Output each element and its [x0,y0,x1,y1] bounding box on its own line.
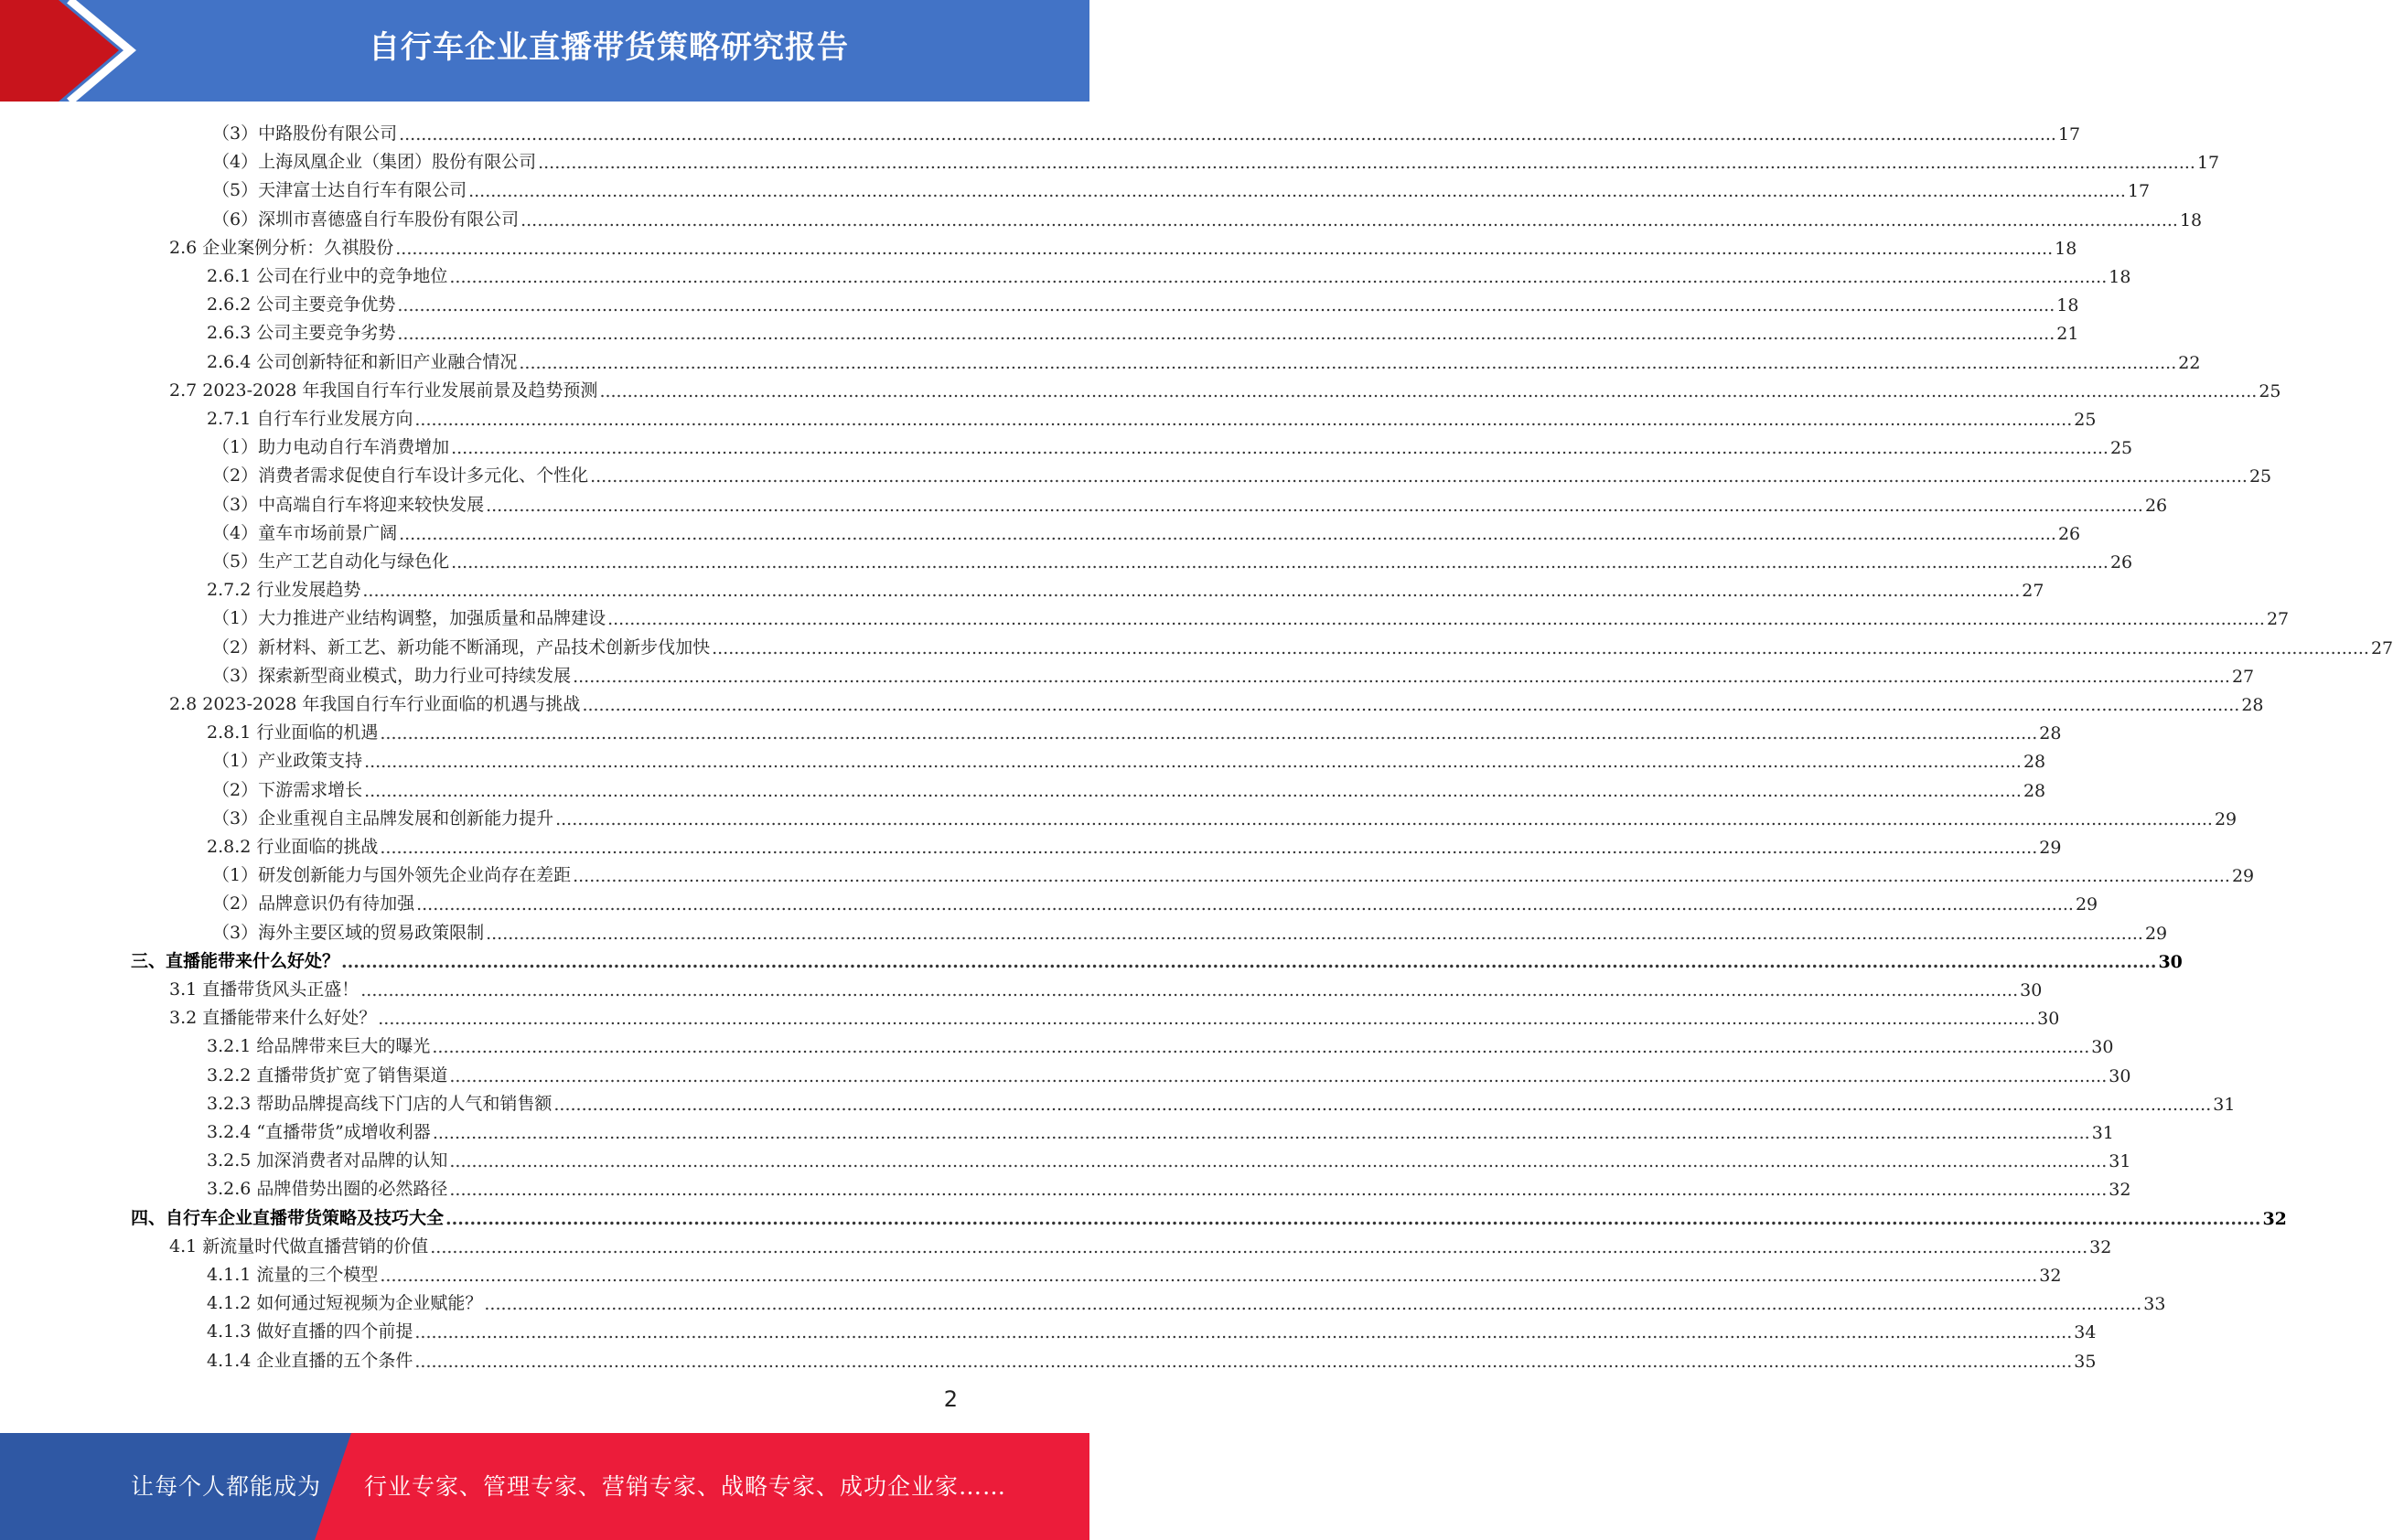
toc-entry-page: 18 [2056,295,2079,316]
toc-leader-dots: ............................................................................................................................................................................................................................................................................................................ [364,752,2022,773]
toc-entry-title: 3.2 直播能带来什么好处？ [169,1008,377,1029]
toc-entry-page: 25 [2248,466,2272,487]
toc-leader-dots: ............................................................................................................................................................................................................................................................................................................ [486,923,2143,944]
toc-leader-dots: ............................................................................................................................................................................................................................................................................................................ [380,723,2038,744]
footer-slogan-left: 让每个人都能成为 [131,1473,322,1500]
toc-entry-title: 3.2.1 给品牌带来巨大的曝光 [207,1036,431,1057]
toc-entry-title: （3）中高端自行车将迎来较快发展 [212,494,485,515]
toc-entry-title: 2.6.4 公司创新特征和新旧产业融合情况 [207,351,518,372]
report-title: 自行车企业直播带货策略研究报告 [369,29,849,66]
toc-entry[interactable] [212,487,2168,516]
toc-leader-dots: ............................................................................................................................................................................................................................................................................................................ [397,295,2055,316]
toc-leader-dots: ............................................................................................................................................................................................................................................................................................................ [364,780,2022,801]
toc-entry[interactable] [207,572,2044,602]
toc-entry[interactable] [207,715,2062,744]
toc-entry-page: 17 [2057,124,2081,144]
toc-entry-title: 2.7.2 行业发展趋势 [207,580,361,601]
toc-leader-dots: ............................................................................................................................................................................................................................................................................................................ [573,666,2230,687]
toc-entry-page: 30 [2091,1037,2114,1058]
toc-entry-title: 三、直播能带来什么好处？ [131,950,340,971]
toc-entry[interactable] [207,1058,2131,1086]
toc-entry-title: 4.1.4 企业直播的五个条件 [207,1350,413,1371]
toc-entry-page: 26 [2109,552,2133,572]
toc-leader-dots: ............................................................................................................................................................................................................................................................................................................ [414,1351,2073,1372]
toc-entry-page: 34 [2074,1322,2097,1343]
toc-entry-page: 30 [2109,1065,2131,1086]
toc-entry[interactable] [207,259,2131,287]
toc-entry-title: 2.7 2023-2028 年我国自行车行业发展前景及趋势预测 [169,380,598,401]
toc-entry[interactable] [169,230,2077,259]
toc-leader-dots: ............................................................................................................................................................................................................................................................................................................ [399,124,2056,144]
toc-entry[interactable] [212,430,2133,459]
toc-leader-dots: ............................................................................................................................................................................................................................................................................................................ [341,951,2157,972]
toc-entry-title: （2）消费者需求促使自行车设计多元化、个性化 [212,465,589,487]
toc-entry-page: 28 [2023,752,2046,773]
toc-entry-page: 31 [2091,1123,2114,1143]
toc-entry[interactable] [212,630,2393,658]
toc-entry[interactable] [207,1086,2236,1115]
toc-entry-title: 2.8.1 行业面临的机遇 [207,722,379,743]
toc-leader-dots: ............................................................................................................................................................................................................................................................................................................ [449,1180,2108,1201]
toc-entry-title: 3.2.6 品牌借势出圈的必然路径 [207,1179,448,1200]
toc-entry-title: 4.1 新流量时代做直播营销的价值 [169,1235,429,1257]
toc-entry-page: 21 [2056,324,2079,345]
toc-entry[interactable] [207,1257,2062,1286]
toc-entry-page: 32 [2089,1236,2112,1257]
toc-entry-page: 29 [2039,838,2062,858]
toc-entry[interactable] [207,1029,2114,1058]
toc-entry-page: 30 [2037,1009,2060,1030]
toc-entry-title: 4.1.2 如何通过短视频为企业赋能？ [207,1293,483,1314]
toc-entry-page: 17 [2196,153,2220,174]
toc-entry[interactable] [169,972,2043,1000]
toc-leader-dots: ............................................................................................................................................................................................................................................................................................................ [360,980,2019,1000]
toc-entry-page: 29 [2144,923,2168,944]
toc-entry[interactable] [212,915,2168,944]
toc-leader-dots: ............................................................................................................................................................................................................................................................................................................ [397,324,2055,345]
toc-leader-dots: ............................................................................................................................................................................................................................................................................................................ [445,1208,2261,1229]
toc-entry-page: 26 [2144,495,2168,516]
toc-entry[interactable] [212,458,2272,487]
toc-entry-page: 22 [2178,352,2201,373]
toc-entry-page: 26 [2057,523,2081,544]
toc-entry[interactable] [212,801,2237,829]
toc-entry-title: （1）助力电动自行车消费增加 [212,437,450,458]
toc-entry-page: 32 [2262,1208,2287,1229]
toc-entry[interactable] [131,944,2183,972]
toc-entry-title: （2）下游需求增长 [212,779,363,800]
toc-leader-dots: ............................................................................................................................................................................................................................................................................................................ [449,267,2108,287]
toc-entry[interactable] [207,345,2201,373]
toc-leader-dots: ............................................................................................................................................................................................................................................................................................................ [414,1322,2073,1343]
toc-entry-title: （4）童车市场前景广阔 [212,522,398,543]
toc-entry-page: 33 [2143,1294,2166,1315]
toc-entry-title: （3）探索新型商业模式，助力行业可持续发展 [212,665,572,686]
toc-entry[interactable] [169,687,2264,715]
toc-entry-page: 30 [2158,951,2183,972]
toc-entry[interactable] [212,858,2255,887]
toc-leader-dots: ............................................................................................................................................................................................................................................................................................................ [468,181,2126,202]
toc-leader-dots: ............................................................................................................................................................................................................................................................................................................ [449,1151,2108,1172]
toc-entry-title: 3.1 直播带货风头正盛！ [169,979,359,1000]
toc-entry[interactable] [207,315,2079,345]
toc-entry-page: 27 [2370,637,2393,658]
toc-entry-title: （6）深圳市喜德盛自行车股份有限公司 [212,209,520,230]
toc-entry-title: 2.6.3 公司主要竞争劣势 [207,323,396,344]
toc-leader-dots: ............................................................................................................................................................................................................................................................................................................ [451,552,2109,572]
toc-entry-page: 28 [2241,695,2264,715]
toc-entry[interactable] [212,202,2203,230]
toc-leader-dots: ............................................................................................................................................................................................................................................................................................................ [520,209,2178,230]
toc-entry[interactable] [212,773,2046,801]
toc-entry-title: 2.6 企业案例分析：久祺股份 [169,237,394,258]
toc-entry-title: （4）上海凤凰企业（集团）股份有限公司 [212,152,537,173]
toc-leader-dots: ............................................................................................................................................................................................................................................................................................................ [484,1294,2142,1315]
toc-entry[interactable] [207,1286,2166,1315]
toc-entry-title: 2.6.2 公司主要竞争优势 [207,294,396,315]
toc-leader-dots: ............................................................................................................................................................................................................................................................................................................ [430,1236,2088,1257]
toc-entry-title: 2.7.1 自行车行业发展方向 [207,409,413,429]
toc-entry-title: （5）天津富士达自行车有限公司 [212,180,467,201]
toc-leader-dots: ............................................................................................................................................................................................................................................................................................................ [555,808,2213,829]
toc-entry-title: （5）生产工艺自动化与绿色化 [212,551,450,572]
toc-entry-title: （3）企业重视自主品牌发展和创新能力提升 [212,807,554,829]
toc-entry-page: 27 [2022,581,2044,602]
toc-entry[interactable] [207,1314,2097,1343]
toc-entry[interactable] [212,743,2046,773]
toc-entry-title: 3.2.5 加深消费者对品牌的认知 [207,1150,448,1171]
toc-entry-title: （1）大力推进产业结构调整，加强质量和品牌建设 [212,608,606,629]
toc-entry-page: 27 [2266,609,2290,630]
toc-entry-page: 35 [2074,1351,2097,1372]
toc-entry[interactable] [212,173,2151,202]
toc-leader-dots: ............................................................................................................................................................................................................................................................................................................ [519,352,2177,373]
toc-entry[interactable] [207,401,2097,430]
toc-entry-page: 31 [2109,1151,2131,1172]
toc-entry[interactable] [212,601,2290,630]
footer-slogan-right: 行业专家、管理专家、营销专家、战略专家、成功企业家…… [364,1473,1007,1500]
toc-entry[interactable] [207,1343,2097,1372]
toc-leader-dots: ............................................................................................................................................................................................................................................................................................................ [395,238,2054,259]
toc-entry[interactable] [212,886,2098,915]
toc-leader-dots: ............................................................................................................................................................................................................................................................................................................ [582,695,2240,715]
toc-entry[interactable] [212,516,2081,544]
page-number: 2 [943,1386,958,1412]
toc-entry[interactable] [207,1143,2131,1172]
toc-entry[interactable] [207,829,2062,858]
toc-entry-page: 18 [2109,267,2131,287]
toc-leader-dots: ............................................................................................................................................................................................................................................................................................................ [416,894,2074,915]
page-header [0,0,1089,102]
toc-entry-page: 30 [2020,980,2043,1000]
toc-leader-dots: ............................................................................................................................................................................................................................................................................................................ [432,1123,2090,1143]
toc-entry-page: 29 [2231,866,2255,887]
toc-entry-title: 四、自行车企业直播带货策略及技巧大全 [131,1207,445,1228]
toc-entry-page: 32 [2109,1180,2131,1201]
toc-entry-page: 18 [2055,238,2077,259]
toc-entry-title: （2）品牌意识仍有待加强 [212,893,415,914]
toc-entry[interactable] [212,544,2133,572]
toc-leader-dots: ............................................................................................................................................................................................................................................................................................................ [573,866,2230,887]
toc-leader-dots: ............................................................................................................................................................................................................................................................................................................ [607,609,2265,630]
toc-entry-page: 27 [2231,666,2255,687]
toc-entry[interactable] [212,658,2255,687]
toc-entry-page: 29 [2214,808,2237,829]
toc-entry-page: 32 [2039,1266,2062,1286]
toc-leader-dots: ............................................................................................................................................................................................................................................................................................................ [553,1094,2212,1115]
toc-entry-title: 2.6.1 公司在行业中的竞争地位 [207,266,448,286]
toc-entry-title: 4.1.3 做好直播的四个前提 [207,1321,413,1342]
toc-entry[interactable] [212,116,2081,144]
toc-entry-title: 4.1.1 流量的三个模型 [207,1265,379,1285]
toc-entry-page: 25 [2109,438,2133,459]
toc-entry[interactable] [207,1115,2114,1143]
toc-entry-title: 3.2.2 直播带货扩宽了销售渠道 [207,1064,448,1085]
toc-leader-dots: ............................................................................................................................................................................................................................................................................................................ [414,410,2073,430]
toc-leader-dots: ............................................................................................................................................................................................................................................................................................................ [449,1065,2108,1086]
toc-entry-title: （3）海外主要区域的贸易政策限制 [212,922,485,943]
toc-entry-page: 25 [2259,380,2281,401]
toc-leader-dots: ............................................................................................................................................................................................................................................................................................................ [399,523,2056,544]
toc-entry-page: 31 [2213,1094,2236,1115]
toc-leader-dots: ............................................................................................................................................................................................................................................................................................................ [362,581,2021,602]
toc-entry[interactable] [169,373,2281,401]
toc-entry[interactable] [207,287,2079,316]
toc-entry[interactable] [212,144,2220,174]
toc-entry-page: 29 [2075,894,2098,915]
toc-entry-page: 18 [2179,209,2203,230]
page-footer [0,1433,1089,1540]
toc-leader-dots: ............................................................................................................................................................................................................................................................................................................ [380,838,2038,858]
toc-leader-dots: ............................................................................................................................................................................................................................................................................................................ [599,380,2258,401]
toc-entry-title: 2.8 2023-2028 年我国自行车行业面临的机遇与挑战 [169,694,581,714]
toc-entry-page: 28 [2023,780,2046,801]
toc-entry-page: 25 [2074,410,2097,430]
toc-entry-title: （2）新材料、新工艺、新功能不断涌现，产品技术创新步伐加快 [212,636,711,658]
toc-leader-dots: ............................................................................................................................................................................................................................................................................................................ [378,1009,2036,1030]
toc-leader-dots: ............................................................................................................................................................................................................................................................................................................ [380,1266,2038,1286]
toc-leader-dots: ............................................................................................................................................................................................................................................................................................................ [590,466,2248,487]
toc-entry[interactable] [169,1000,2060,1030]
toc-entry[interactable] [131,1201,2287,1229]
toc-entry-title: 3.2.4 “直播带货”成增收利器 [207,1122,431,1142]
toc-entry[interactable] [169,1229,2112,1257]
toc-leader-dots: ............................................................................................................................................................................................................................................................................................................ [712,637,2369,658]
toc-leader-dots: ............................................................................................................................................................................................................................................................................................................ [486,495,2143,516]
toc-entry-page: 17 [2127,181,2151,202]
toc-entry-title: （3）中路股份有限公司 [212,123,398,144]
toc-entry-title: 3.2.3 帮助品牌提高线下门店的人气和销售额 [207,1093,553,1114]
toc-entry-title: 2.8.2 行业面临的挑战 [207,837,379,857]
toc-entry-page: 28 [2039,723,2062,744]
toc-entry[interactable] [207,1171,2131,1201]
toc-entry-title: （1）产业政策支持 [212,751,363,772]
toc-leader-dots: ............................................................................................................................................................................................................................................................................................................ [432,1037,2090,1058]
toc-leader-dots: ............................................................................................................................................................................................................................................................................................................ [451,438,2109,459]
toc-leader-dots: ............................................................................................................................................................................................................................................................................................................ [538,153,2195,174]
toc-entry-title: （1）研发创新能力与国外领先企业尚存在差距 [212,865,572,886]
